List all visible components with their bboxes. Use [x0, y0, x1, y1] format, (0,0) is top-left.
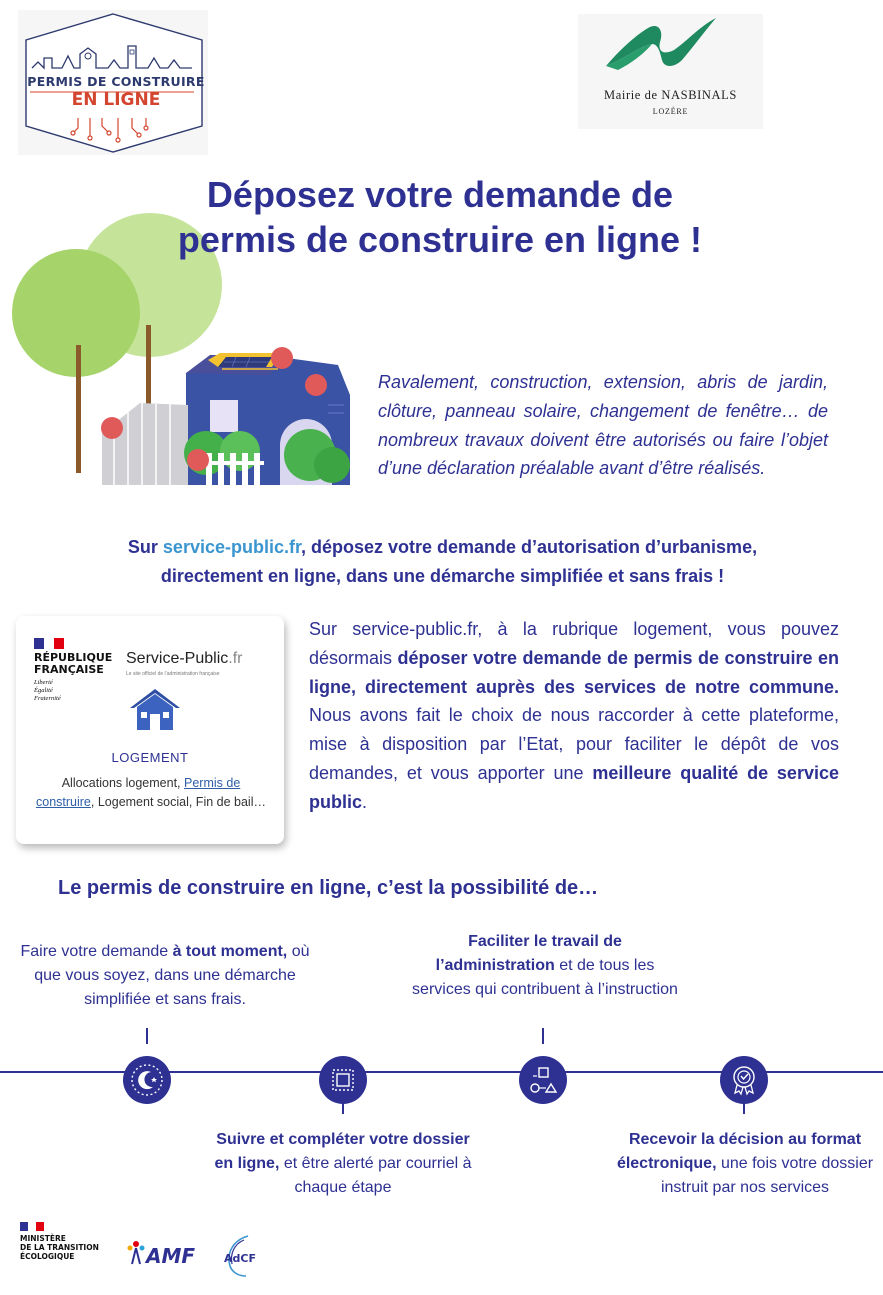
f1-c: où que vous soyez, dans une démarche simplifiée et sans frais. [34, 943, 310, 1008]
feature-administration [410, 930, 680, 1002]
highlight-line1 [40, 533, 845, 562]
card-desc-a: Allocations logement, [61, 776, 184, 790]
logo-left-line1: PERMIS DE CONSTRUIRE [27, 74, 205, 89]
feature-anytime [20, 940, 310, 1012]
title-line2: permis de construire en ligne ! [177, 219, 703, 260]
ministry-line3: ÉCOLOGIQUE [20, 1252, 75, 1261]
highlight-rest: , déposez votre demande d’autorisation d’urbanisme, [300, 537, 758, 557]
amf-text: AMF [146, 1244, 196, 1268]
page-title [110, 172, 770, 262]
f4-b: Recevoir la décision au format électronique, [616, 1131, 862, 1172]
body-p3: . [362, 791, 368, 812]
highlight-statement [40, 533, 845, 591]
sp-tagline: Le site officiel de l’administration française [126, 671, 220, 677]
body-b1: déposer votre demande de permis de construire en ligne, directement auprès des services de notre commune. [309, 647, 839, 697]
rf-motto1: Liberté [34, 679, 53, 686]
permis-en-ligne-logo [18, 10, 208, 155]
body-b2: meilleure qualité de service public [309, 762, 839, 812]
mountain-wave-icon [578, 14, 763, 84]
highlight-prefix: Sur [127, 537, 163, 557]
adcf-text: AdCF [224, 1252, 256, 1265]
title-line1: Déposez votre demande de [206, 174, 674, 215]
card-description [36, 774, 266, 813]
adcf-logo [222, 1232, 282, 1282]
body-p2: Nous avons fait le choix de nous raccorder à cette plateforme, mise à disposition par l’Etat, pour faciliter le dépôt de vos demandes, et vous apporter une [309, 705, 839, 783]
timeline-tick-1 [146, 1028, 148, 1044]
amf-figure-icon [126, 1240, 146, 1266]
rf-motto2: Égalité [34, 687, 53, 694]
amf-logo [126, 1238, 206, 1278]
ministry-line2: DE LA TRANSITION [20, 1243, 99, 1252]
timeline-tick-3 [542, 1028, 544, 1044]
mairie-name: Mairie de NASBINALS [604, 88, 737, 102]
f2-b: Suivre et compléter votre dossier en ligne, [214, 1131, 470, 1172]
card-section-title: LOGEMENT [111, 750, 189, 765]
body-paragraph [309, 615, 839, 817]
mairie-region: LOZÈRE [652, 107, 689, 116]
body-p1: Sur service-public.fr, à la rubrique logement, vous pouvez désormais [309, 619, 839, 668]
permis-link[interactable]: Permis de construire [36, 776, 241, 810]
ministry-logo [20, 1222, 120, 1282]
service-public-logo [126, 650, 242, 668]
sp-name: Service-Public [126, 650, 229, 667]
f1-b: à tout moment, [172, 943, 288, 960]
service-public-link[interactable]: service-public.fr [162, 537, 301, 557]
logo-left-line2: EN LIGNE [71, 90, 161, 110]
possibilities-heading: Le permis de construire en ligne, c’est la possibilité de… [58, 877, 599, 899]
rf-line1: RÉPUBLIQUE [34, 651, 113, 664]
award-icon [720, 1056, 768, 1104]
feature-follow-online [208, 1128, 478, 1200]
card-desc-b: , Logement social, Fin de bail… [90, 795, 266, 810]
f3-c: et de tous les services qui contribuent à l’instruction [412, 957, 678, 998]
house-icon [128, 686, 182, 734]
highlight-line2: directement en ligne, dans une démarche simplifiée et sans frais ! [160, 565, 725, 586]
feature-electronic-decision [610, 1128, 880, 1200]
ministry-flag-icon [20, 1222, 44, 1231]
workflow-icon [519, 1056, 567, 1104]
intro-paragraph: Ravalement, construction, extension, abris de jardin, clôture, panneau solaire, changement de fenêtre… de nombreux travaux doivent être autorisés ou faire l’objet d’une déclaration préalable avant d’être réalisés. [378, 372, 828, 479]
moon-clock-icon [123, 1056, 171, 1104]
document-icon [319, 1056, 367, 1104]
rf-motto3: Fraternité [34, 695, 61, 702]
rf-line2: FRANÇAISE [34, 663, 104, 676]
f3-b: Faciliter le travail de l’administration [435, 933, 622, 974]
service-public-card [16, 616, 284, 844]
ministry-line1: MINISTÈRE [20, 1234, 66, 1243]
f4-c: une fois votre dossier instruit par nos services [660, 1155, 874, 1196]
sp-ext: .fr [228, 650, 243, 667]
mairie-logo [578, 14, 763, 129]
f1-a: Faire votre demande [20, 943, 173, 960]
french-flag-icon [34, 638, 64, 649]
f2-c: et être alerté par courriel à chaque étape [279, 1155, 472, 1196]
